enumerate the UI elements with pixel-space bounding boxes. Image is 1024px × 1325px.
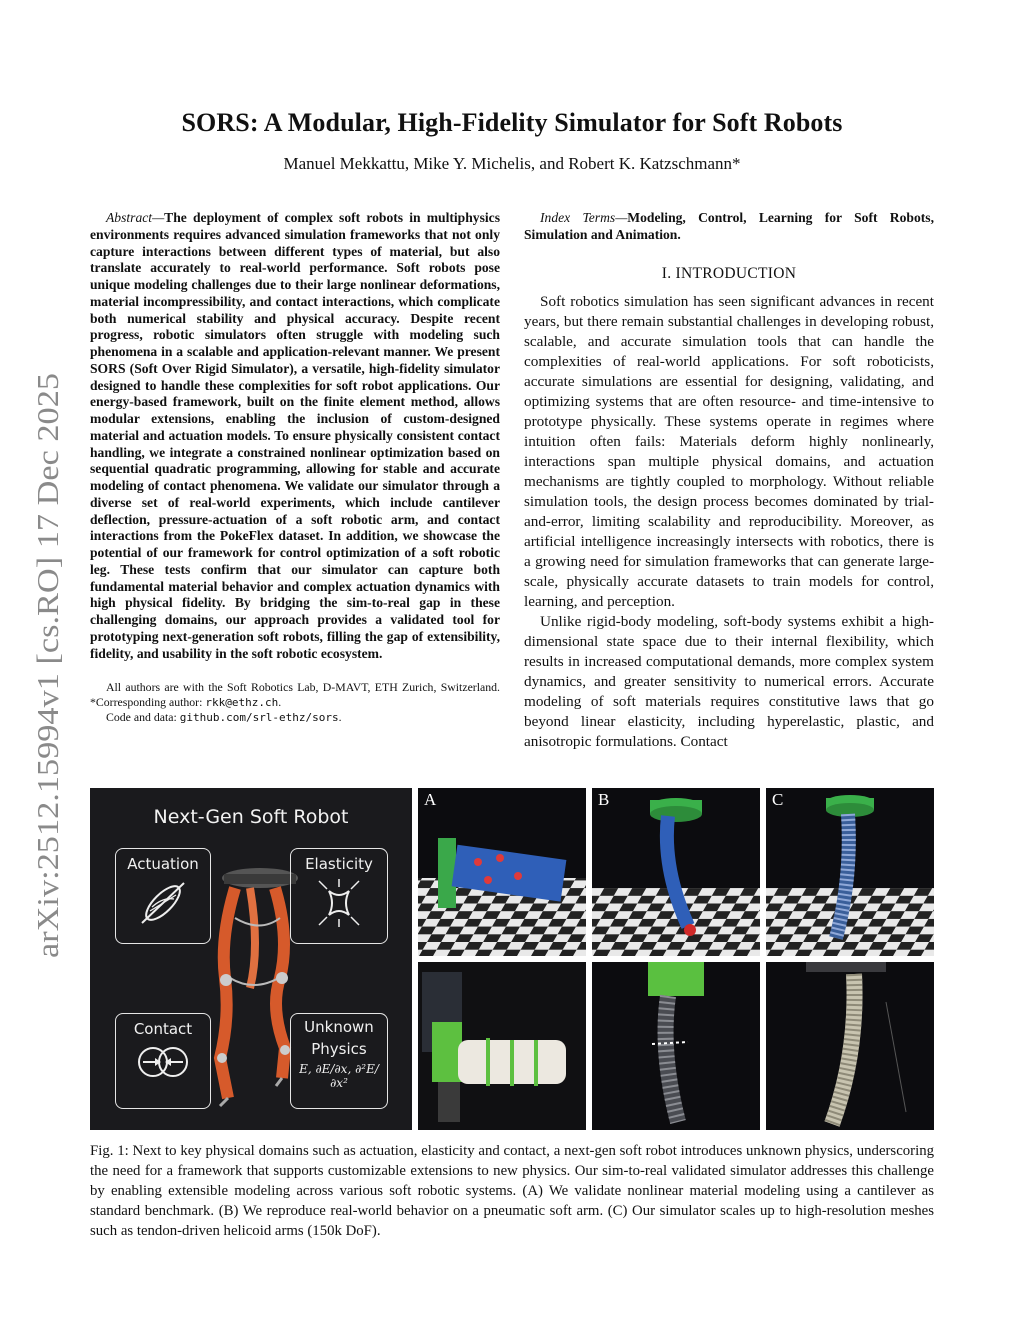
index-terms-text: Modeling, Control, Learning for Soft Robots, Simulation and Animation. xyxy=(524,210,934,242)
abstract: Abstract—The deployment of complex soft robots in multiphysics environments requires advanced simulation frameworks that not only capture interactions between different types of material, but also translate accurately to real-world performance. Soft robots pose unique modeling challenges due to their large nonlinear deformations, material incompressibility, and contact interactions, which complicate both numerical stability and physical accuracy. Despite recent progress, robotic simulators often struggle with modeling such phenomena in a scalable and application-relevant manner. We present SORS (Soft Over Rigid Simulator), a versatile, high-fidelity simulator designed to handle these complexities for soft robot applications. Our energy-based framework, built on the finite element method, allows modular extensions, enabling the inclusion of custom-designed material and actuation models. To ensure physically consistent contact handling, we integrate a constrained nonlinear optimization based on sequential quadratic programming, allowing for stable and accurate modeling of contact phenomena. We validate our simulator through a diverse set of real-world experiments, which include cantilever deflection, pressure-actuation of a soft robotic arm, and contact interactions from the PokeFlex dataset. In addition, we showcase the potential of our framework for control optimization of a soft robotic leg. These tests confirm that our simulator can capture both fundamental material behavior and complex actuation dynamics with high physical fidelity. By bridging the sim-to-real gap in these challenging domains, our approach provides a validated tool for prototyping next-generation soft robots, filling the gap of extensibility, fidelity, and usability in the soft robotic ecosystem. xyxy=(90,210,500,661)
email-link[interactable]: rkk@ethz.ch xyxy=(205,696,279,710)
abstract-text: The deployment of complex soft robots in multiphysics environments requires advanced simulation frameworks that not only capture interactions between different types of material, but also translate accurately to real-world performance. Soft robots pose unique modeling challenges due to their large nonlinear deformations, material incompressibility, and contact interactions, which complicate both numerical stability and physical accuracy. Despite recent progress, robotic simulators often struggle with modeling such phenomena in a scalable and application-relevant manner. We present SORS (Soft Over Rigid Simulator), a versatile, high-fidelity simulator designed to handle these complexities for soft robot applications. Our energy-based framework, built on the finite element method, allows modular extensions, enabling the inclusion of custom-designed material and actuation models. To ensure physically consistent contact handling, we integrate a constrained nonlinear optimization based on sequential quadratic programming, allowing for stable and accurate modeling of contact phenomena. We validate our simulator through a diverse set of real-world experiments, which include cantilever deflection, pressure-actuation of a soft robotic arm, and contact interactions from the PokeFlex dataset. In addition, we showcase the potential of our framework for control optimization of a soft robotic leg. These tests confirm that our simulator can capture both fundamental material behavior and complex actuation dynamics with high physical fidelity. By bridging the sim-to-real gap in these challenging domains, our approach provides a validated tool for prototyping next-generation soft robots, filling the gap of extensibility, fidelity, and usability in the soft robotic ecosystem. xyxy=(90,210,500,661)
panel-a-bottom-real xyxy=(418,962,586,1130)
panel-b-bottom-real xyxy=(592,962,760,1130)
next-gen-panel xyxy=(90,788,412,1130)
panel-b-top-sim xyxy=(592,788,760,956)
intro-paragraph-2: Unlike rigid-body modeling, soft-body systems exhibit a high-dimensional state space due to their internal flexibility, which results in increased computational demands, more complex system dynamics, and greater sensitivity to numerical errors. Accurate modeling of soft materials requires constitutive laws that go beyond linear elasticity, including hyperelastic, plastic, and anisotropic formulations. Contact xyxy=(524,613,934,751)
panel-c-top-sim xyxy=(766,788,934,956)
contact-label: Contact xyxy=(133,1020,193,1038)
unknown-physics-line1: Unknown xyxy=(304,1018,374,1036)
contact-icon xyxy=(133,1042,193,1082)
left-column xyxy=(90,210,500,725)
section-heading: I. INTRODUCTION xyxy=(661,264,797,282)
paper-authors: Manuel Mekkattu, Mike Y. Michelis, and Robert K. Katzschmann* xyxy=(283,154,741,173)
intro-paragraph-1: Soft robotics simulation has seen significant advances in recent years, but there remain substantial challenges in developing robust, scalable, and accurate simulation tools that can handle the complexities of real-world applications. For soft roboticists, accurate simulations are essential for designing, validating, and optimizing systems that are often resource- and time-intensive to prototype physically. These systems operate in regimes where intuition often fails: Materials deform highly nonlinearly, interactions span multiple physical domains, and actuation mechanisms are tightly coupled to morphology. Without reliable simulation tools, the design process becomes dominated by trial-and-error, limiting scalability and reproducibility. Moreover, as artificial intelligence increasingly intersects with robotics, there is a growing need for simulation frameworks that can generate large-scale, physically accurate datasets to train models for control, learning, and perception. xyxy=(524,293,934,611)
actuation-box xyxy=(115,848,211,944)
elasticity-label: Elasticity xyxy=(305,855,373,873)
elasticity-icon xyxy=(311,877,367,929)
label-b: B xyxy=(598,790,610,809)
code-url-link[interactable]: github.com/srl-ethz/sors xyxy=(179,711,339,725)
actuation-label: Actuation xyxy=(127,855,199,873)
arxiv-id-text: arXiv:2512.15994v1 [cs.RO] 17 Dec 2025 xyxy=(30,429,65,958)
label-c: C xyxy=(772,790,784,809)
figure-caption: Fig. 1: Next to key physical domains such as actuation, elasticity and contact, a next-gen soft robot introduces unknown physics, underscoring the need for a framework that supports customizable extensions to new physics. Our sim-to-real validated simulator addresses this challenge by enabling extensible modeling across various soft robotic systems. (A) We validate nonlinear material modeling using a cantilever as standard benchmark. (B) We reproduce real-world behavior on a pneumatic soft arm. (C) Our simulator scales up to high-resolution meshes such as tendon-driven helicoid arms (150k DoF). xyxy=(90,1143,934,1239)
right-column xyxy=(524,210,934,752)
footnote-affiliation: All authors are with the Soft Robotics Lab, D-MAVT, ETH Zurich, Switzerland. *Corresponding author: xyxy=(90,680,500,710)
energy-derivatives-equation: E, ∂E/∂x, ∂²E/∂x² xyxy=(299,1062,379,1090)
unknown-physics-line2: Physics xyxy=(311,1040,367,1058)
figure-1 xyxy=(90,788,934,1130)
index-terms: Index Terms—Modeling, Control, Learning for Soft Robots, Simulation and Animation. xyxy=(524,210,934,242)
arxiv-stamp xyxy=(22,370,70,960)
elasticity-box xyxy=(290,848,388,944)
footnote-code-label: Code and data: xyxy=(106,710,180,725)
index-terms-lead: Index Terms xyxy=(540,210,616,225)
contact-box xyxy=(115,1013,211,1109)
panel-c-bottom-real xyxy=(766,962,934,1130)
label-a: A xyxy=(424,790,437,809)
muscle-icon xyxy=(136,877,190,929)
unknown-physics-box xyxy=(290,1013,388,1109)
panel-a-top-sim xyxy=(418,788,586,956)
paper-title: SORS: A Modular, High-Fidelity Simulator for Soft Robots xyxy=(181,108,843,137)
abstract-lead: Abstract xyxy=(106,210,153,225)
affiliation-footnote: All authors are with the Soft Robotics Lab, D-MAVT, ETH Zurich, Switzerland. *Corresponding author: rkk@ethz.ch. Code and data: github.com/srl-ethz/sors. xyxy=(90,680,500,725)
next-gen-title: Next-Gen Soft Robot xyxy=(153,806,349,828)
